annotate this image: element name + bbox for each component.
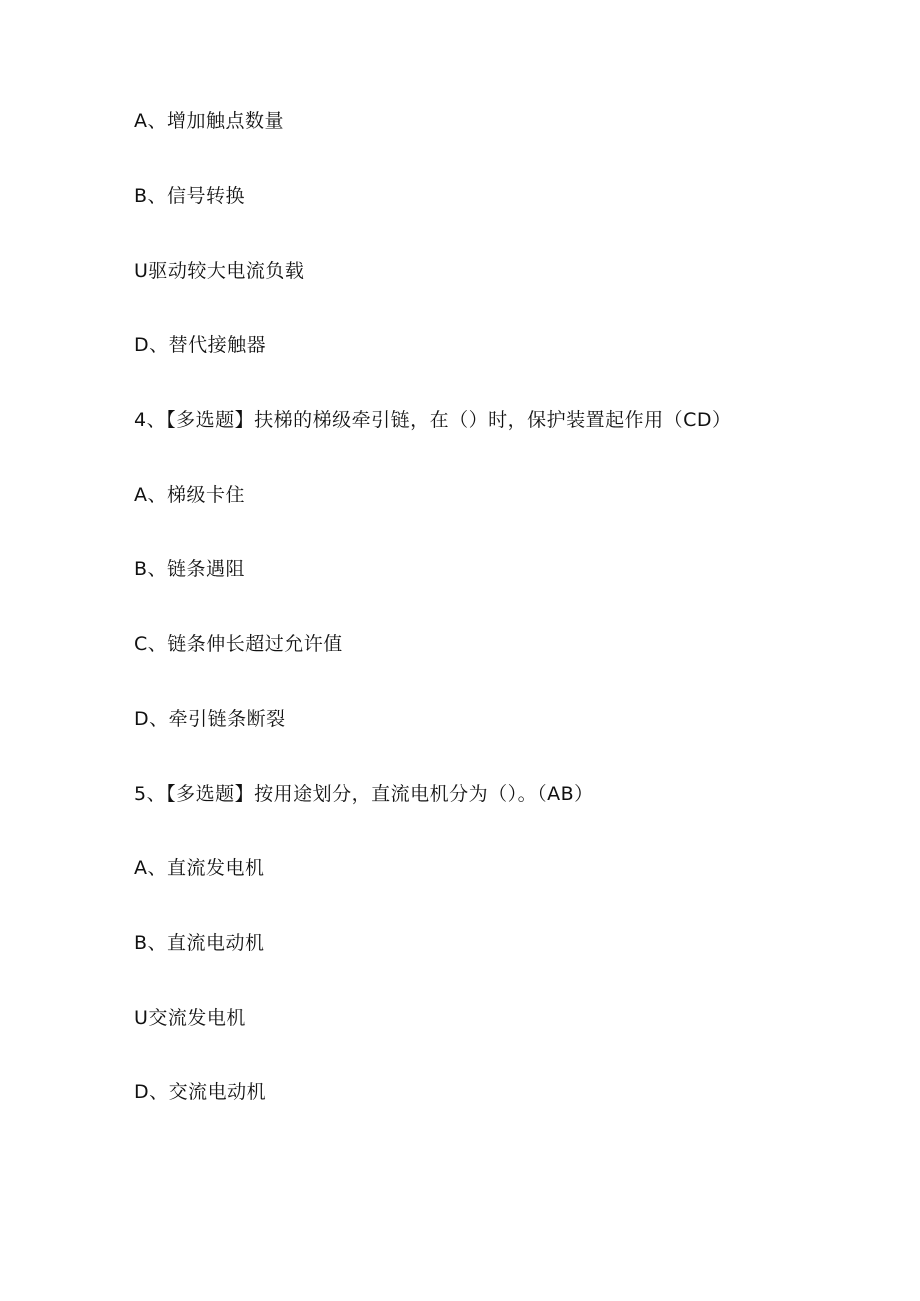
- option-d-q3: D、替代接触器: [134, 334, 267, 356]
- option-c-q3: U驱动较大电流负载: [134, 260, 305, 282]
- option-c-q4: C、链条伸长超过允许值: [134, 633, 343, 655]
- option-a-q3: A、增加触点数量: [134, 110, 284, 132]
- option-d-q4: D、牵引链条断裂: [134, 708, 286, 730]
- option-a-q5: A、直流发电机: [134, 857, 265, 879]
- option-d-q5: D、交流电动机: [134, 1081, 267, 1103]
- question-5: 5、【多选题】按用途划分，直流电机分为（）。（AB）: [134, 783, 594, 805]
- option-c-q5: U交流发电机: [134, 1007, 246, 1029]
- option-b-q4: B、链条遇阻: [134, 558, 246, 580]
- question-4: 4、【多选题】扶梯的梯级牵引链，在（）时，保护装置起作用（CD）: [134, 409, 732, 431]
- option-b-q3: B、信号转换: [134, 185, 246, 207]
- option-b-q5: B、直流电动机: [134, 932, 265, 954]
- option-a-q4: A、梯级卡住: [134, 484, 245, 506]
